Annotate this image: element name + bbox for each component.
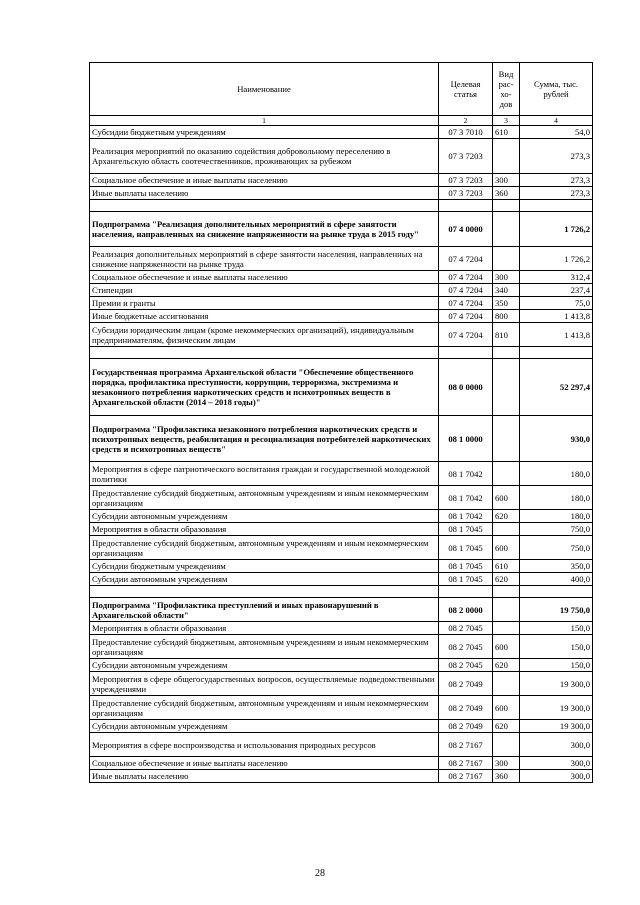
row-vid <box>493 212 520 247</box>
row-vid: 800 <box>493 310 520 323</box>
row-sum: 400,0 <box>520 573 593 586</box>
row-sum: 19 300,0 <box>520 720 593 733</box>
table-row <box>90 560 593 573</box>
table-row <box>90 247 593 271</box>
row-name <box>90 586 439 598</box>
row-vid: 600 <box>493 486 520 510</box>
row-sum: 312,4 <box>520 271 593 284</box>
row-vid: 600 <box>493 536 520 560</box>
row-name: Подпрограмма "Профилактика незаконного потребления наркотических средств и психотропных веществ, реабилитация и ресоциализация потребителей наркотических средств и психотропных веществ" <box>90 416 439 462</box>
row-name: Субсидии бюджетным учреждениям <box>90 560 439 573</box>
row-code: 08 2 7167 <box>439 733 493 757</box>
row-name: Государственная программа Архангельской области "Обеспечение общественного порядка, профилактика преступности, коррупции, терроризма, экстремизма и незаконного потребления наркотических средств и психотропных веществ в Архангельской области (2014 – 2018 годы)" <box>90 359 439 416</box>
row-name: Подпрограмма "Профилактика преступлений и иных правонарушений в Архангельской области" <box>90 598 439 622</box>
row-name: Мероприятия в сфере воспроизводства и использования природных ресурсов <box>90 733 439 757</box>
row-vid: 300 <box>493 271 520 284</box>
table-row <box>90 659 593 672</box>
row-sum: 750,0 <box>520 523 593 536</box>
row-name: Социальное обеспечение и иные выплаты населению <box>90 757 439 770</box>
row-sum: 750,0 <box>520 536 593 560</box>
table-row <box>90 462 593 486</box>
row-code: 08 1 7045 <box>439 536 493 560</box>
row-code: 08 0 0000 <box>439 359 493 416</box>
row-vid <box>493 347 520 359</box>
row-code: 08 1 7045 <box>439 573 493 586</box>
row-name: Субсидии бюджетным учреждениям <box>90 126 439 139</box>
row-name: Иные бюджетные ассигнования <box>90 310 439 323</box>
row-name <box>90 200 439 212</box>
row-code: 07 4 7204 <box>439 323 493 347</box>
row-code: 08 1 0000 <box>439 416 493 462</box>
row-sum <box>520 586 593 598</box>
row-name: Предоставление субсидий бюджетным, автономным учреждениям и иным некоммерческим организациям <box>90 486 439 510</box>
page-number: 28 <box>315 868 325 879</box>
row-vid: 620 <box>493 510 520 523</box>
column-index: 2 <box>439 116 493 126</box>
row-code: 08 2 7167 <box>439 770 493 783</box>
row-code: 07 4 7204 <box>439 271 493 284</box>
row-vid <box>493 733 520 757</box>
row-vid: 610 <box>493 560 520 573</box>
row-vid: 610 <box>493 126 520 139</box>
row-vid <box>493 247 520 271</box>
column-index: 1 <box>90 116 439 126</box>
row-sum: 273,3 <box>520 139 593 174</box>
row-name: Иные выплаты населению <box>90 187 439 200</box>
row-code: 08 2 0000 <box>439 598 493 622</box>
row-code: 08 2 7045 <box>439 635 493 659</box>
row-name: Субсидии юридическим лицам (кроме некоммерческих организаций), индивидуальным предпринимателям, физическим лицам <box>90 323 439 347</box>
table-row-subprogram <box>90 212 593 247</box>
row-code: 08 1 7045 <box>439 560 493 573</box>
row-sum: 180,0 <box>520 486 593 510</box>
row-code: 08 1 7045 <box>439 523 493 536</box>
row-sum: 350,0 <box>520 560 593 573</box>
row-name: Субсидии автономным учреждениям <box>90 573 439 586</box>
row-name: Субсидии автономным учреждениям <box>90 720 439 733</box>
table-row <box>90 297 593 310</box>
row-vid: 600 <box>493 635 520 659</box>
row-sum: 930,0 <box>520 416 593 462</box>
row-name: Мероприятия в области образования <box>90 622 439 635</box>
row-name: Мероприятия в сфере патриотического воспитания граждан и государственной молодежной политики <box>90 462 439 486</box>
row-vid: 350 <box>493 297 520 310</box>
row-code: 08 2 7167 <box>439 757 493 770</box>
row-sum: 1 413,8 <box>520 323 593 347</box>
row-code: 07 3 7203 <box>439 174 493 187</box>
header-sum: Сумма, тыс. рублей <box>520 63 593 116</box>
table-row <box>90 323 593 347</box>
row-name: Реализация мероприятий по оказанию содействия добровольному переселению в Архангельскую область соотечественников, проживающих за рубежом <box>90 139 439 174</box>
row-sum: 150,0 <box>520 622 593 635</box>
row-vid <box>493 359 520 416</box>
row-name: Социальное обеспечение и иные выплаты населению <box>90 174 439 187</box>
row-name: Социальное обеспечение и иные выплаты населению <box>90 271 439 284</box>
table-row <box>90 635 593 659</box>
row-name: Стипендии <box>90 284 439 297</box>
row-code <box>439 200 493 212</box>
row-sum: 54,0 <box>520 126 593 139</box>
row-sum: 300,0 <box>520 757 593 770</box>
row-name: Предоставление субсидий бюджетным, автономным учреждениям и иным некоммерческим организациям <box>90 696 439 720</box>
row-sum: 300,0 <box>520 733 593 757</box>
table-row-subprogram <box>90 416 593 462</box>
row-code: 08 2 7045 <box>439 659 493 672</box>
row-code: 08 2 7049 <box>439 696 493 720</box>
row-name: Субсидии автономным учреждениям <box>90 659 439 672</box>
table-row <box>90 510 593 523</box>
table-row <box>90 757 593 770</box>
row-vid: 620 <box>493 720 520 733</box>
row-name <box>90 347 439 359</box>
row-vid <box>493 416 520 462</box>
row-vid: 810 <box>493 323 520 347</box>
row-sum: 1 726,2 <box>520 212 593 247</box>
row-code: 08 1 7042 <box>439 462 493 486</box>
row-sum <box>520 200 593 212</box>
table-header-row <box>90 63 593 116</box>
row-sum: 300,0 <box>520 770 593 783</box>
row-code: 08 2 7049 <box>439 720 493 733</box>
row-name: Подпрограмма "Реализация дополнительных мероприятий в сфере занятости населения, направленных на снижение напряженности на рынке труда в 2015 году" <box>90 212 439 247</box>
row-vid: 360 <box>493 770 520 783</box>
row-vid: 360 <box>493 187 520 200</box>
row-name: Премии и гранты <box>90 297 439 310</box>
table-row <box>90 733 593 757</box>
row-name: Реализация дополнительных мероприятий в сфере занятости населения, направленных на снижение напряженности на рынке труда <box>90 247 439 271</box>
row-sum: 75,0 <box>520 297 593 310</box>
row-sum: 150,0 <box>520 659 593 672</box>
table-row <box>90 696 593 720</box>
row-code: 07 3 7010 <box>439 126 493 139</box>
row-vid: 300 <box>493 757 520 770</box>
row-name: Мероприятия в сфере общегосударственных вопросов, осуществляемые подведомственными учреждениями <box>90 672 439 696</box>
row-sum: 52 297,4 <box>520 359 593 416</box>
row-name: Предоставление субсидий бюджетным, автономным учреждениям и иным некоммерческим организациям <box>90 536 439 560</box>
table-row <box>90 523 593 536</box>
table-row <box>90 720 593 733</box>
row-code: 08 1 7042 <box>439 486 493 510</box>
row-vid <box>493 139 520 174</box>
row-vid <box>493 462 520 486</box>
row-sum: 19 750,0 <box>520 598 593 622</box>
row-vid <box>493 523 520 536</box>
header-vid: Вид рас-хо-дов <box>493 63 520 116</box>
row-vid: 300 <box>493 174 520 187</box>
row-vid: 620 <box>493 659 520 672</box>
row-code <box>439 586 493 598</box>
column-index: 4 <box>520 116 593 126</box>
row-code: 08 2 7045 <box>439 622 493 635</box>
table-row <box>90 126 593 139</box>
row-vid <box>493 622 520 635</box>
table-row <box>90 486 593 510</box>
row-code: 07 4 0000 <box>439 212 493 247</box>
row-sum: 150,0 <box>520 635 593 659</box>
row-code: 08 1 7042 <box>439 510 493 523</box>
row-sum: 180,0 <box>520 510 593 523</box>
row-vid <box>493 672 520 696</box>
row-code <box>439 347 493 359</box>
row-code: 07 4 7204 <box>439 310 493 323</box>
spacer-row <box>90 347 593 359</box>
table-row-program <box>90 359 593 416</box>
table-row <box>90 672 593 696</box>
column-index: 3 <box>493 116 520 126</box>
spacer-row <box>90 586 593 598</box>
budget-table <box>89 62 593 783</box>
table-row <box>90 139 593 174</box>
table-row <box>90 622 593 635</box>
column-index-row <box>90 116 593 126</box>
row-name: Субсидии автономным учреждениям <box>90 510 439 523</box>
row-name: Иные выплаты населению <box>90 770 439 783</box>
row-sum: 180,0 <box>520 462 593 486</box>
header-code: Целевая статья <box>439 63 493 116</box>
row-vid: 340 <box>493 284 520 297</box>
row-sum <box>520 347 593 359</box>
header-name: Наименование <box>90 63 439 116</box>
row-code: 07 3 7203 <box>439 139 493 174</box>
row-code: 07 4 7204 <box>439 284 493 297</box>
row-vid <box>493 598 520 622</box>
row-sum: 1 413,8 <box>520 310 593 323</box>
spacer-row <box>90 200 593 212</box>
table-row <box>90 174 593 187</box>
row-name: Мероприятия в области образования <box>90 523 439 536</box>
row-sum: 273,3 <box>520 187 593 200</box>
table-row <box>90 187 593 200</box>
row-name: Предоставление субсидий бюджетным, автономным учреждениям и иным некоммерческим организациям <box>90 635 439 659</box>
row-sum: 273,3 <box>520 174 593 187</box>
row-code: 08 2 7049 <box>439 672 493 696</box>
row-sum: 1 726,2 <box>520 247 593 271</box>
row-code: 07 4 7204 <box>439 247 493 271</box>
table-row-subprogram <box>90 598 593 622</box>
table-row <box>90 310 593 323</box>
row-vid <box>493 200 520 212</box>
row-sum: 19 300,0 <box>520 672 593 696</box>
row-vid: 600 <box>493 696 520 720</box>
row-code: 07 4 7204 <box>439 297 493 310</box>
table-row <box>90 573 593 586</box>
table-row <box>90 536 593 560</box>
row-sum: 19 300,0 <box>520 696 593 720</box>
table-row <box>90 284 593 297</box>
table-row <box>90 271 593 284</box>
row-sum: 237,4 <box>520 284 593 297</box>
row-code: 07 3 7203 <box>439 187 493 200</box>
row-vid <box>493 586 520 598</box>
row-vid: 620 <box>493 573 520 586</box>
table-row <box>90 770 593 783</box>
